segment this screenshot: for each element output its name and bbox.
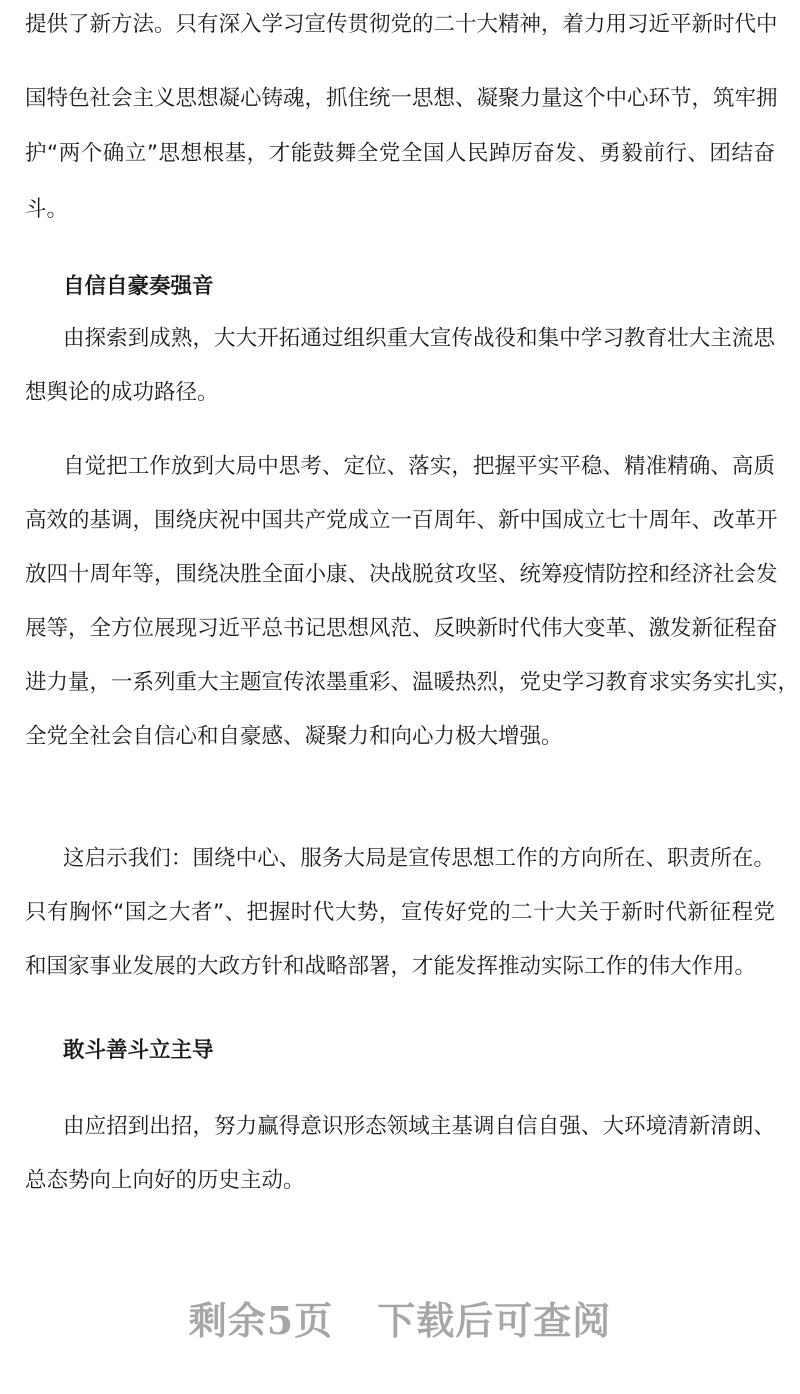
section-heading: 敢斗善斗立主导 — [63, 1038, 214, 1063]
paragraph — [25, 72, 778, 237]
text-line: 提供了新方法。只有深入学习宣传贯彻党的二十大精神，着力用习近平新时代中 — [25, 12, 778, 37]
paragraph — [25, 1100, 775, 1208]
download-to-view-label[interactable]: 下载后可查阅 — [377, 1298, 612, 1343]
text-line: 只有胸怀“国之大者”、把握时代大势，宣传好党的二十大关于新时代新征程党 — [25, 900, 775, 925]
paragraph — [25, 440, 800, 764]
text-line: 由探索到成熟，大大开拓通过组织重大宣传战役和集中学习教育壮大主流思 — [63, 326, 775, 351]
download-prompt[interactable] — [0, 1290, 800, 1345]
paragraph — [25, 832, 775, 994]
text-line: 这启示我们：围绕中心、服务大局是宣传思想工作的方向所在、职责所在。 — [63, 846, 775, 871]
text-line: 放四十周年等，围绕决胜全面小康、决战脱贫攻坚、统筹疫情防控和经济社会发 — [25, 562, 778, 587]
section-heading: 自信自豪奏强音 — [63, 274, 214, 299]
text-line: 和国家事业发展的大政方针和战略部署，才能发挥推动实际工作的伟大作用。 — [25, 954, 757, 979]
remaining-pages-label: 剩余5页 — [188, 1298, 334, 1343]
text-line: 全党全社会自信心和自豪感、凝聚力和向心力极大增强。 — [25, 724, 563, 749]
paragraph — [25, 0, 778, 52]
paragraph — [25, 312, 775, 420]
text-line: 自觉把工作放到大局中思考、定位、落实，把握平实平稳、精准精确、高质 — [63, 454, 775, 479]
text-line: 总态势向上向好的历史主动。 — [25, 1168, 305, 1193]
text-line: 护“两个确立”思想根基，才能鼓舞全党全国人民踔厉奋发、勇毅前行、团结奋 — [25, 141, 775, 166]
text-line: 由应招到出招，努力赢得意识形态领域主基调自信自强、大环境清新清朗、 — [63, 1114, 775, 1139]
text-line: 高效的基调，围绕庆祝中国共产党成立一百周年、新中国成立七十周年、改革开 — [25, 508, 778, 533]
text-line: 国特色社会主义思想凝心铸魂，抓住统一思想、凝聚力量这个中心环节，筑牢拥 — [25, 86, 778, 111]
text-line: 进力量，一系列重大主题宣传浓墨重彩、温暖热烈，党史学习教育求实务实扎实， — [25, 670, 800, 695]
text-line: 展等，全方位展现习近平总书记思想风范、反映新时代伟大变革、激发新征程奋 — [25, 616, 778, 641]
text-line: 斗。 — [25, 197, 69, 222]
text-line: 想舆论的成功路径。 — [25, 380, 219, 405]
